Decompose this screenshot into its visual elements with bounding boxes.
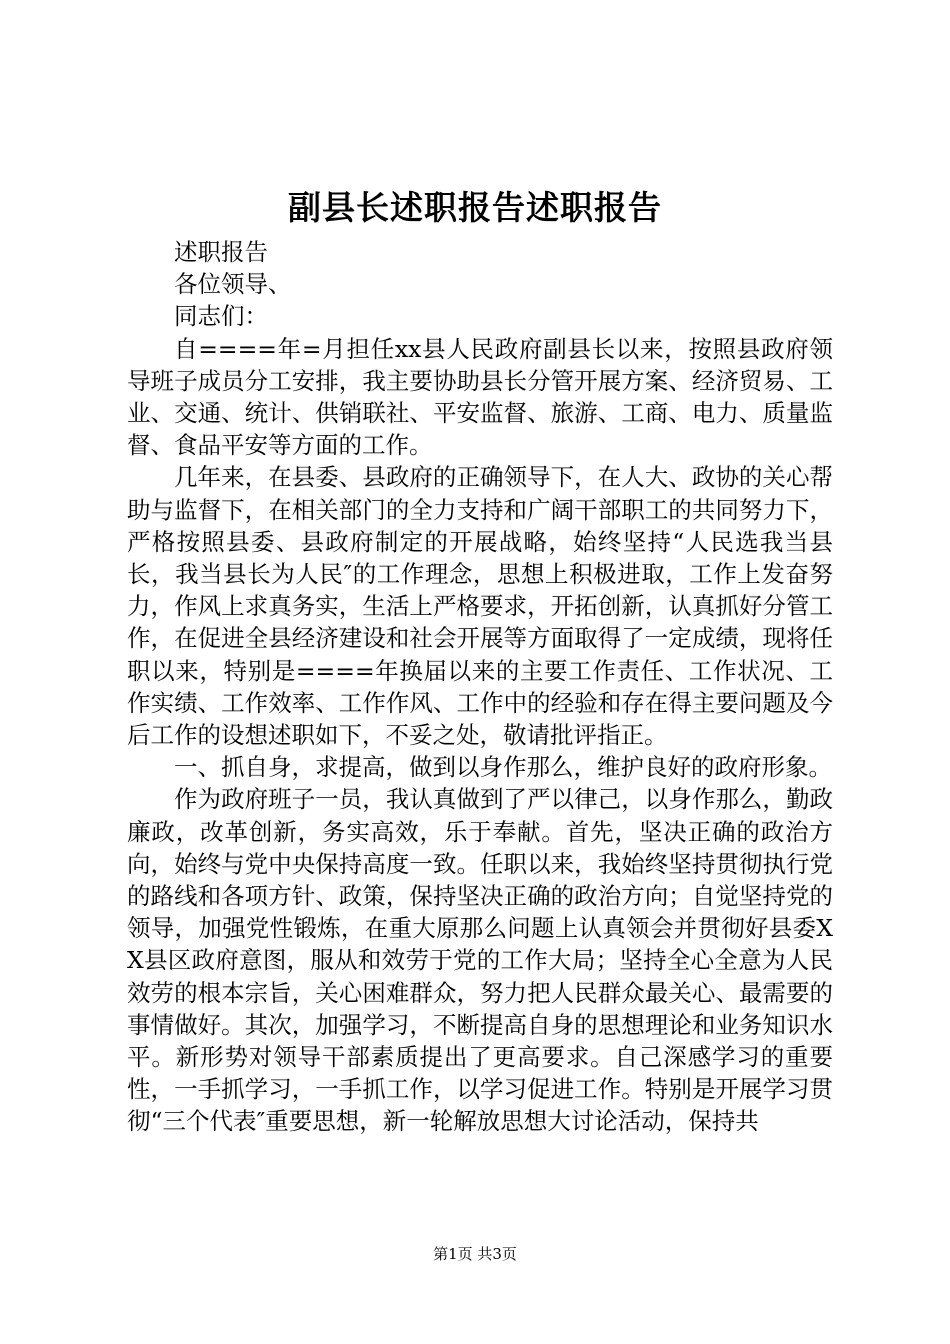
body-paragraph: 作为政府班子一员，我认真做到了严以律己，以身作那么，勤政廉政，改革创新，务实高效，乐于奉献。首先，坚决正确的政治方向，始终与党中央保持高度一致。任职以来，我始终坚持贯彻执行党的路线和各项方针、政策，保持坚决正确的政治方向；自觉坚持党的领导，加强党性锻炼，在重大原那么问题上认真领会并贯彻好县委XX县区政府意图，服从和效劳于党的工作大局；坚持全心全意为人民效劳的根本宗旨，关心困难群众，努力把人民群众最关心、最需要的事情做好。其次，加强学习，不断提高自身的思想理论和业务知识水平。新形势对领导干部素质提出了更高要求。自己深感学习的重要性，一手抓学习，一手抓工作，以学习促进工作。特别是开展学习贯彻“三个代表″重要思想，新一轮解放思想大讨论活动，保持共: [127, 785, 833, 1136]
document-body: [127, 236, 833, 1138]
heading-line: 述职报告: [174, 238, 268, 266]
page-number: 第1页 共3页: [433, 1245, 517, 1263]
body-paragraph: 自====年=月担任xx县人民政府副县长以来，按照县政府领导班子成员分工安排，我主要协助县长分管开展方案、经济贸易、工业、交通、统计、供销联社、平安监督、旅游、工商、电力、质量监督、食品平安等方面的工作。: [127, 334, 833, 460]
document-title: 副县长述职报告述职报告: [288, 188, 662, 227]
body-paragraph: 几年来，在县委、县政府的正确领导下，在人大、政协的关心帮助与监督下，在相关部门的全力支持和广阔干部职工的共同努力下，严格按照县委、县政府制定的开展战略，始终坚持“人民选我当县长，我当县长为人民″的工作理念，思想上积极进取，工作上发奋努力，作风上求真务实，生活上严格要求，开拓创新，认真抓好分管工作，在促进全县经济建设和社会开展等方面取得了一定成绩，现将任职以来，特别是====年换届以来的主要工作责任、工作状况、工作实绩、工作效率、工作作风、工作中的经验和存在得主要问题及今后工作的设想述职如下，不妥之处，敬请批评指正。: [127, 463, 833, 750]
salutation-line: 各位领导、: [174, 270, 292, 299]
salutation-line: 同志们：: [174, 302, 268, 331]
section-heading: 一、抓自身，求提高，做到以身作那么，维护良好的政府形象。: [174, 753, 832, 782]
